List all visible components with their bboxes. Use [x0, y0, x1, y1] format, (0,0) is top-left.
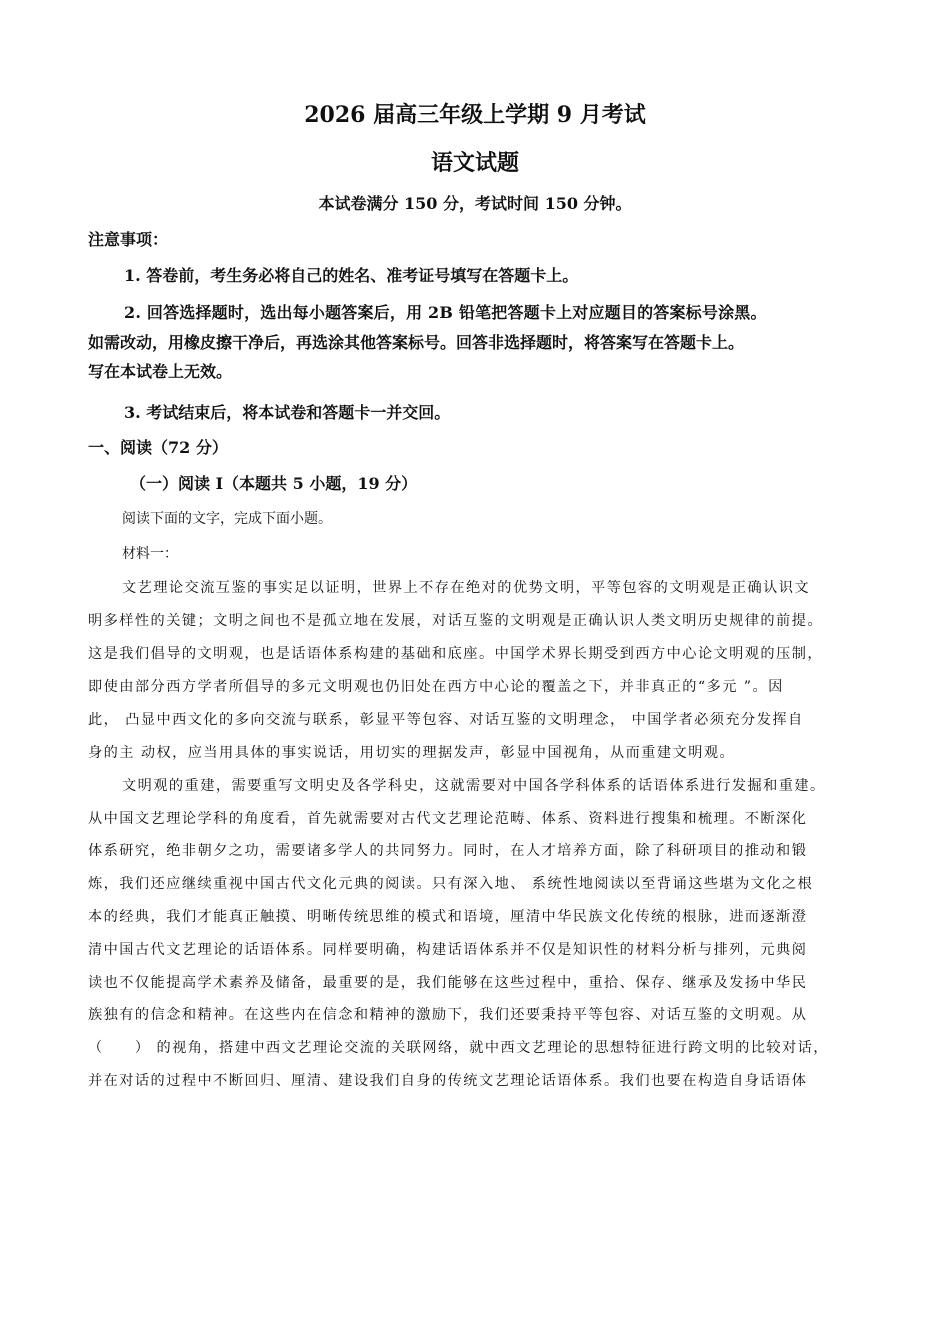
notice-item-2-line: 2. 回答选择题时，选出每小题答案后，用 2B 铅笔把答题卡上对应题目的答案标号涂黑。	[124, 303, 767, 322]
notice-item-1: 1. 答卷前，考生务必将自己的姓名、准考证号填写在答题卡上。	[124, 266, 579, 285]
notice-item-2-line: 如需改动，用橡皮擦干净后，再选涂其他答案标号。回答非选择题时，将答案写在答题卡上。	[88, 333, 745, 352]
passage-line: 文明观的重建，需要重写文明史及各学科史，这就需要对中国各学科体系的话语体系进行发掘和重建。	[122, 778, 826, 794]
passage-line: 即使由部分西方学者所倡导的多元文明观也仍旧处在西方中心论的覆盖之下，并非真正的“多元 ”。因	[88, 679, 784, 695]
passage-line: 身的主 动权，应当用具体的事实说话，用切实的理据发声，彰显中国视角，从而重建文明观。	[88, 745, 736, 761]
passage-line: 从中国文艺理论学科的角度看，首先就需要对古代文艺理论范畴、体系、资料进行搜集和梳理。不断深化	[88, 811, 808, 827]
passage-line: 炼，我们还应继续重视中国古代文化元典的阅读。只有深入地、 系统性地阅读以至背诵这些堪为文化之根	[88, 876, 814, 892]
score-time-line: 本试卷满分 150 分，考试时间 150 分钟。	[318, 194, 632, 213]
passage-line: 此， 凸显中西文化的多向交流与联系，彰显平等包容、对话互鉴的文明理念， 中国学者必须充分发挥自	[88, 712, 804, 728]
exam-title: 2026 届高三年级上学期 9 月考试	[304, 102, 646, 128]
passage-line: 明多样性的关键；文明之间也不是孤立地在发展，对话互鉴的文明观是正确认识人类文明历史规律的前提。	[88, 613, 823, 629]
notice-item-2-line: 写在本试卷上无效。	[88, 362, 233, 381]
passage-line: 并在对话的过程中不断回归、厘清、建设我们自身的传统文艺理论话语体系。我们也要在构造自身话语体	[88, 1073, 808, 1089]
passage-line: 读也不仅能提高学术素养及储备，最重要的是，我们能够在这些过程中，重拾、保存、继承及发扬中华民	[88, 975, 808, 991]
passage-line: 这是我们倡导的文明观，也是话语体系构建的基础和底座。中国学术界长期受到西方中心论文明观的压制，	[88, 646, 823, 662]
passage-line: （ ） 的视角，搭建中西文艺理论交流的关联网络，就中西文艺理论的思想特征进行跨文明的比较对话，	[88, 1040, 829, 1056]
passage-line: 清中国古代文艺理论的话语体系。同样要明确，构建话语体系并不仅是知识性的材料分析与排列，元典阅	[88, 942, 808, 958]
passage-line: 本的经典，我们才能真正触摸、明晰传统思维的模式和语境，厘清中华民族文化传统的根脉，进而逐渐澄	[88, 909, 808, 925]
passage-line: 体系研究，绝非朝夕之功，需要诸多学人的共同努力。同时，在人才培养方面，除了科研项目的推动和锻	[88, 843, 808, 859]
section-heading: 一、阅读（72 分）	[88, 438, 228, 457]
instruction-text: 阅读下面的文字，完成下面小题。	[122, 511, 332, 527]
section-sub-heading: （一）阅读 Ⅰ（本题共 5 小题，19 分）	[130, 474, 418, 493]
passage-line: 文艺理论交流互鉴的事实足以证明，世界上不存在绝对的优势文明，平等包容的文明观是正确认识文	[122, 580, 811, 596]
passage-line: 族独有的信念和精神。在这些内在信念和精神的激励下，我们还要秉持平等包容、对话互鉴的文明观。从	[88, 1007, 808, 1023]
material-label: 材料一：	[122, 546, 178, 562]
notice-item-3: 3. 考试结束后，将本试卷和答题卡一并交回。	[124, 403, 451, 422]
exam-subtitle: 语文试题	[430, 150, 519, 176]
notice-heading: 注意事项：	[88, 230, 169, 249]
